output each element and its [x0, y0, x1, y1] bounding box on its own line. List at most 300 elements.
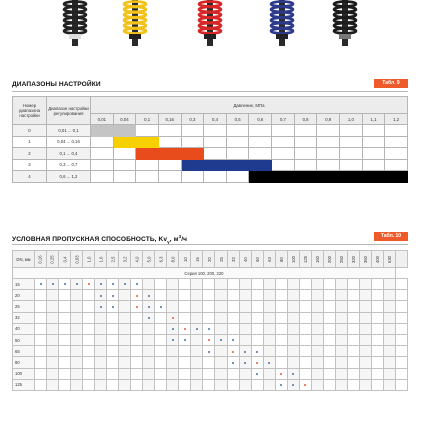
kv-cell: [179, 279, 191, 290]
kv-cell: [203, 334, 215, 345]
kv-cell: [251, 290, 263, 301]
kv-cell: [239, 334, 251, 345]
kv-cell: [35, 368, 47, 379]
kv-col-1: 0,25: [47, 251, 59, 268]
pressure-col-0: 0,01: [91, 114, 114, 125]
kv-cell: [251, 323, 263, 334]
kv-cell: [335, 279, 347, 290]
dn-value: 40: [13, 323, 35, 334]
kv-col-6: 2,5: [107, 251, 119, 268]
kv-dot-blue: [112, 295, 114, 297]
range-row: [13, 125, 408, 137]
kv-dot-blue: [136, 283, 138, 285]
spring-images: [0, 0, 430, 70]
kv-cell: [239, 357, 251, 368]
kv-cell: [155, 290, 167, 301]
kv-cell: [107, 379, 119, 390]
kv-cell: [131, 301, 143, 312]
dn-value: 25: [13, 301, 35, 312]
kv-dot-orange: [280, 373, 282, 375]
kv-dot-blue: [100, 306, 102, 308]
pressure-cell: [385, 159, 408, 171]
kv-cell: [167, 379, 179, 390]
kv-cell: [179, 290, 191, 301]
kv-cell: [143, 279, 155, 290]
kv-cell: [119, 279, 131, 290]
kv-cell: [347, 312, 359, 323]
kv-cell: [335, 290, 347, 301]
kv-cell: [95, 323, 107, 334]
kv-cell: [119, 357, 131, 368]
kv-cell: [383, 301, 395, 312]
kv-dot-orange: [136, 306, 138, 308]
kv-cell: [155, 379, 167, 390]
kv-cell: [47, 334, 59, 345]
kv-cell: [143, 312, 155, 323]
kv-cell: [47, 368, 59, 379]
kv-cell: [371, 323, 383, 334]
kv-cell: [119, 290, 131, 301]
pressure-cell: [294, 159, 317, 171]
kv-dot-blue: [196, 328, 198, 330]
kv-dot-blue: [148, 317, 150, 319]
kv-cell: [191, 357, 203, 368]
kv-col-5: 1,6: [95, 251, 107, 268]
pressure-cell: [317, 125, 340, 137]
kv-cell: [311, 357, 323, 368]
range-table: [12, 96, 408, 183]
kv-col-4: 1,0: [83, 251, 95, 268]
kv-cell: [227, 323, 239, 334]
range-table-badge: Табл. 9: [374, 79, 408, 88]
range-bar-segment: [136, 136, 159, 148]
range-bar-segment: [362, 171, 385, 183]
kv-cell: [263, 379, 275, 390]
kv-cell: [359, 312, 371, 323]
kv-cell: [155, 323, 167, 334]
kv-cell: [371, 334, 383, 345]
kv-cell: [275, 379, 287, 390]
kv-cell: [59, 368, 71, 379]
kv-cell: [131, 312, 143, 323]
kv-cell: [95, 334, 107, 345]
kv-cell: [347, 357, 359, 368]
kv-cell: [179, 346, 191, 357]
kv-cell: [347, 290, 359, 301]
kv-dot-blue: [232, 362, 234, 364]
kv-cell: [119, 334, 131, 345]
kv-dot-blue: [124, 283, 126, 285]
kv-cell: [47, 312, 59, 323]
table-row: [13, 279, 408, 290]
flow-table-badge: Табл. 10: [374, 232, 408, 241]
kv-cell: [299, 379, 311, 390]
kv-cell: [251, 357, 263, 368]
dn-value: 125: [13, 379, 35, 390]
kv-cell: [275, 279, 287, 290]
flow-title-text: УСЛОВНАЯ ПРОПУСКНАЯ СПОСОБНОСТЬ, Kv: [12, 236, 168, 244]
kv-cell: [155, 346, 167, 357]
kv-cell: [131, 379, 143, 390]
range-value: 0,6 ... 1,2: [47, 171, 91, 183]
kv-cell: [275, 301, 287, 312]
table-row: [13, 346, 408, 357]
kv-cell: [371, 312, 383, 323]
range-divider: [12, 91, 408, 92]
kv-cell: [47, 357, 59, 368]
kv-cell: [299, 334, 311, 345]
pressure-cell: [362, 136, 385, 148]
dn-value: 15: [13, 279, 35, 290]
kv-cell: [347, 346, 359, 357]
pressure-cell: [158, 136, 181, 148]
kv-cell: [275, 357, 287, 368]
range-row: [13, 136, 408, 148]
kv-cell: [383, 346, 395, 357]
kv-dot-orange: [184, 328, 186, 330]
range-bar-segment: [385, 171, 408, 183]
table-row: [13, 334, 408, 345]
kv-cell: [359, 279, 371, 290]
kv-cell: [275, 323, 287, 334]
range-bar-segment: [272, 171, 295, 183]
kv-cell: [239, 279, 251, 290]
kv-cell: [395, 357, 407, 368]
kv-cell: [347, 323, 359, 334]
pressure-cell: [249, 148, 272, 160]
kv-cell: [47, 323, 59, 334]
kv-cell: [143, 323, 155, 334]
range-number: 0: [13, 125, 47, 137]
kv-dot-blue: [256, 373, 258, 375]
kv-cell: [359, 368, 371, 379]
pressure-cell: [204, 125, 227, 137]
kv-dot-blue: [40, 283, 42, 285]
pressure-cell: [158, 159, 181, 171]
pressure-cell: [294, 125, 317, 137]
kv-col-7: 3,2: [119, 251, 131, 268]
kv-dot-blue: [208, 351, 210, 353]
kv-cell: [335, 368, 347, 379]
kv-cell: [83, 357, 95, 368]
kv-cell: [71, 379, 83, 390]
kv-cell: [83, 379, 95, 390]
dn-header: DN, мм: [13, 251, 35, 268]
kv-cell: [59, 323, 71, 334]
kv-cell: [191, 279, 203, 290]
kv-cell: [215, 279, 227, 290]
kv-col-11: 8,0: [167, 251, 179, 268]
kv-cell: [227, 379, 239, 390]
range-bar-segment: [226, 159, 249, 171]
kv-cell: [203, 290, 215, 301]
kv-dot-blue: [100, 283, 102, 285]
range-row: [13, 148, 408, 160]
kv-col-9: 5,0: [143, 251, 155, 268]
pressure-cell: [385, 125, 408, 137]
kv-col-29: 630: [383, 251, 395, 268]
kv-cell: [239, 301, 251, 312]
range-row: [13, 171, 408, 183]
kv-cell: [299, 301, 311, 312]
kv-cell: [59, 290, 71, 301]
dn-value: 32: [13, 312, 35, 323]
kv-cell: [311, 334, 323, 345]
kv-cell: [191, 334, 203, 345]
kv-cell: [143, 379, 155, 390]
kv-cell: [107, 323, 119, 334]
kv-cell: [179, 323, 191, 334]
dn-value: 100: [13, 368, 35, 379]
kv-cell: [167, 323, 179, 334]
kv-cell: [311, 301, 323, 312]
kv-cell: [47, 346, 59, 357]
kv-cell: [59, 312, 71, 323]
kv-cell: [71, 323, 83, 334]
kv-cell: [335, 357, 347, 368]
kv-cell: [371, 368, 383, 379]
kv-cell: [335, 301, 347, 312]
pressure-cell: [91, 171, 114, 183]
range-bar-segment: [294, 171, 317, 183]
kv-cell: [227, 357, 239, 368]
kv-dot-blue: [280, 384, 282, 386]
kv-cell: [71, 290, 83, 301]
kv-col-2: 0,4: [59, 251, 71, 268]
kv-cell: [95, 368, 107, 379]
pressure-cell: [113, 159, 136, 171]
kv-cell: [323, 279, 335, 290]
range-section-title: ДИАПАЗОНЫ НАСТРОЙКИ: [12, 81, 101, 88]
kv-cell: [155, 368, 167, 379]
pressure-cell: [272, 148, 295, 160]
kv-col-0: 0,16: [35, 251, 47, 268]
kv-cell: [155, 301, 167, 312]
kv-cell: [251, 301, 263, 312]
flow-title-sub: у: [167, 239, 170, 245]
table-row: [13, 290, 408, 301]
kv-cell: [179, 368, 191, 379]
kv-cell: [107, 334, 119, 345]
kv-cell: [119, 323, 131, 334]
kv-cell: [59, 379, 71, 390]
pressure-cell: [340, 159, 363, 171]
kv-cell: [167, 301, 179, 312]
kv-cell: [311, 346, 323, 357]
kv-cell: [35, 334, 47, 345]
kv-cell: [155, 334, 167, 345]
kv-dot-blue: [112, 283, 114, 285]
kv-cell: [383, 379, 395, 390]
kv-cell: [335, 346, 347, 357]
kv-cell: [251, 279, 263, 290]
kv-dot-blue: [244, 351, 246, 353]
kv-col-27: 360: [359, 251, 371, 268]
kv-cell: [131, 334, 143, 345]
kv-col-21: 100: [287, 251, 299, 268]
kv-cell: [323, 290, 335, 301]
range-bar-segment: [158, 148, 181, 160]
kv-cell: [383, 323, 395, 334]
pressure-cell: [362, 125, 385, 137]
kv-cell: [71, 368, 83, 379]
range-bar-segment: [181, 159, 204, 171]
kv-cell: [323, 312, 335, 323]
pressure-cell: [249, 136, 272, 148]
kv-cell: [263, 301, 275, 312]
kv-col-8: 4,0: [131, 251, 143, 268]
kv-dot-blue: [112, 306, 114, 308]
kv-cell: [131, 279, 143, 290]
kv-cell: [371, 379, 383, 390]
kv-cell: [95, 312, 107, 323]
kv-cell: [251, 379, 263, 390]
pressure-cell: [181, 171, 204, 183]
kv-cell: [35, 379, 47, 390]
kv-cell: [179, 301, 191, 312]
kv-cell: [95, 279, 107, 290]
pressure-cell: [181, 136, 204, 148]
pressure-cell: [340, 136, 363, 148]
kv-cell: [227, 334, 239, 345]
range-bar-segment: [249, 171, 272, 183]
kv-cell: [71, 301, 83, 312]
pressure-cell: [136, 125, 159, 137]
range-row: [13, 159, 408, 171]
kv-cell: [107, 312, 119, 323]
kv-cell: [35, 312, 47, 323]
pressure-cell: [249, 125, 272, 137]
kv-cell: [251, 346, 263, 357]
dn-value: 20: [13, 290, 35, 301]
kv-cell: [323, 379, 335, 390]
kv-cell: [167, 334, 179, 345]
kv-dot-blue: [220, 339, 222, 341]
table-row: [13, 323, 408, 334]
kv-cell: [35, 357, 47, 368]
kv-col-3: 0,63: [71, 251, 83, 268]
kv-cell: [311, 290, 323, 301]
kv-cell: [143, 334, 155, 345]
kv-cell: [263, 312, 275, 323]
pressure-cell: [317, 148, 340, 160]
range-value: 0,04 ... 0,16: [47, 136, 91, 148]
kv-cell: [143, 368, 155, 379]
pressure-cell: [91, 159, 114, 171]
kv-col-18: 50: [251, 251, 263, 268]
kv-cell: [287, 357, 299, 368]
kv-col-19: 63: [263, 251, 275, 268]
pressure-col-10: 0,9: [317, 114, 340, 125]
kv-cell: [227, 279, 239, 290]
kv-cell: [323, 346, 335, 357]
kv-cell: [299, 357, 311, 368]
kv-cell: [239, 312, 251, 323]
kv-col-14: 20: [203, 251, 215, 268]
kv-dot-blue: [292, 384, 294, 386]
pressure-col-4: 0,3: [181, 114, 204, 125]
kv-cell: [263, 334, 275, 345]
pressure-cell: [136, 171, 159, 183]
kv-cell: [371, 290, 383, 301]
kv-col-22: 125: [299, 251, 311, 268]
kv-cell: [119, 312, 131, 323]
pressure-cell: [340, 148, 363, 160]
kv-cell: [371, 357, 383, 368]
kv-cell: [227, 290, 239, 301]
kv-col-16: 32: [227, 251, 239, 268]
kv-cell: [155, 357, 167, 368]
kv-cell: [95, 346, 107, 357]
pressure-cell: [136, 159, 159, 171]
table-row: [13, 301, 408, 312]
pressure-cell: [317, 136, 340, 148]
pressure-header: Давление, МПа: [91, 97, 408, 114]
pressure-cell: [294, 148, 317, 160]
kv-cell: [239, 379, 251, 390]
kv-cell: [395, 279, 407, 290]
kv-cell: [191, 290, 203, 301]
kv-cell: [47, 379, 59, 390]
table-row: [13, 379, 408, 390]
kv-cell: [119, 346, 131, 357]
kv-cell: [203, 379, 215, 390]
kv-cell: [167, 290, 179, 301]
pressure-cell: [158, 171, 181, 183]
pressure-col-6: 0,5: [226, 114, 249, 125]
kv-cell: [371, 301, 383, 312]
kv-cell: [239, 323, 251, 334]
series-label: Серия 100, 200, 220: [13, 268, 396, 279]
pressure-cell: [272, 159, 295, 171]
kv-cell: [395, 346, 407, 357]
kv-cell: [383, 312, 395, 323]
range-bar-segment: [249, 159, 272, 171]
kv-cell: [287, 346, 299, 357]
kv-cell: [263, 346, 275, 357]
dn-value: 80: [13, 357, 35, 368]
kv-dot-blue: [64, 283, 66, 285]
kv-col-25: 250: [335, 251, 347, 268]
kv-dot-blue: [76, 283, 78, 285]
kv-cell: [155, 312, 167, 323]
kv-dot-blue: [184, 339, 186, 341]
kv-cell: [71, 334, 83, 345]
kv-cell: [251, 312, 263, 323]
kv-dot-blue: [148, 306, 150, 308]
kv-cell: [395, 290, 407, 301]
kv-cell: [35, 346, 47, 357]
kv-dot-blue: [292, 373, 294, 375]
kv-cell: [203, 368, 215, 379]
kv-dot-orange: [136, 295, 138, 297]
kv-cell: [167, 279, 179, 290]
kv-cell: [47, 290, 59, 301]
kv-cell: [167, 312, 179, 323]
range-bar-segment: [113, 125, 136, 137]
kv-cell: [263, 357, 275, 368]
pressure-cell: [204, 136, 227, 148]
kv-cell: [215, 368, 227, 379]
kv-cell: [83, 312, 95, 323]
kv-cell: [371, 279, 383, 290]
kv-cell: [131, 346, 143, 357]
kv-dot-orange: [304, 384, 306, 386]
kv-cell: [47, 301, 59, 312]
pressure-cell: [226, 171, 249, 183]
kv-cell: [287, 279, 299, 290]
kv-cell: [299, 279, 311, 290]
